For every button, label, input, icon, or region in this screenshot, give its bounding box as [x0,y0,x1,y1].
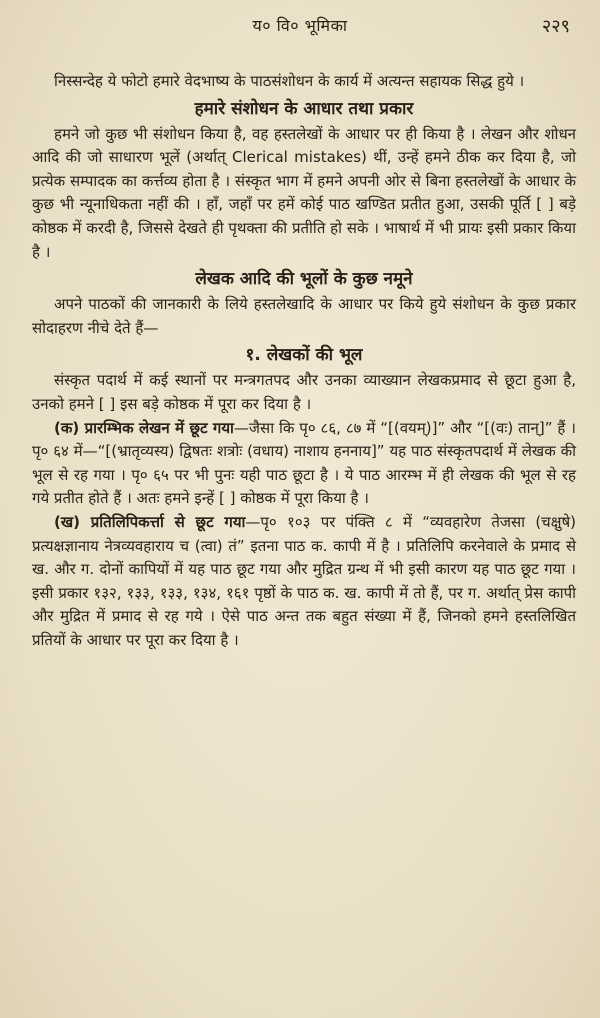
paragraph-6-lead: (ख) प्रतिलिपिकर्त्ता से छूट गया [54,512,246,531]
page-number: २२९ [541,16,570,37]
paragraph-5-lead: (क) प्रारम्भिक लेखन में छूट गया [54,418,234,437]
paragraph-5-text: —जैसा कि पृ० ८६, ८७ में “[(वयम्)]” और “[(वः) तान्]” हैं । पृ० ६४ में—“[(भ्रातृव्यस्य) द्विषतः शत्रोः (वधाय) नाशाय हननाय]” यह पाठ संस्कृतपदार्थ में लेखक की भूल से रह गया । पृ० ६५ पर भी पुनः यही पाठ छूटा है । ये पाठ आरम्भ में ही लेखक की भूल से रह गये प्रतीत होते हैं । अतः हमने इन्हें [ ] कोष्ठक में पूरा किया है । [32,418,576,508]
subheading-scribe-errors: १. लेखकों की भूल [245,345,363,366]
page-body [32,70,576,652]
paragraph-5 [32,417,576,511]
section-heading-error-samples: लेखक आदि की भूलों के कुछ नमूने [195,269,413,290]
section-heading-revision-basis: हमारे संशोधन के आधार तथा प्रकार [194,98,414,119]
running-title: य० वि० भूमिका [252,16,348,35]
running-header [30,14,570,44]
paragraph-1: निस्सन्देह ये फोटो हमारे वेदभाष्य के पाठसंशोधन के कार्य में अत्यन्त सहायक सिद्ध हुये । [54,72,525,90]
paragraph-3: अपने पाठकों की जानकारी के लिये हस्तलेखादि के आधार पर किये हुये संशोधन के कुछ प्रकार सोदाहरण नीचे देते हैं— [32,295,576,337]
paragraph-2: हमने जो कुछ भी संशोधन किया है, वह हस्तलेखों के आधार पर ही किया है । लेखन और शोधन आदि की जो साधारण भूलें (अर्थात् Clerical mistakes) थीं, उन्हें हमने ठीक कर दिया है, जो प्रत्येक सम्पादक का कर्त्तव्य होता है । संस्कृत भाग में हमने अपनी ओर से बिना हस्तलेखों के आधार के कुछ भी न्यूनाधिकता नहीं की । हाँ, जहाँ पर हमें कोई पाठ खण्डित प्रतीत हुआ, उसकी पूर्ति [ ] बड़े कोष्ठक में करदी है, जिससे देखते ही पृथक्ता की प्रतीति हो सके । भाषार्थ में भी प्रायः इसी प्रकार किया है । [32,124,576,261]
paragraph-6-text: —पृ० १०३ पर पंक्ति ८ में “व्यवहारेण तेजसा (चक्षुषे) प्रत्यक्षज्ञानाय नेत्रव्यवहाराय च (त्वा) तं” इतना पाठ क. कापी में है । प्रतिलिपि करनेवाले के प्रमाद से ख. और ग. दोनों कापियों में यह पाठ छूट गया और मुद्रित ग्रन्थ में भी इसी कारण यह पाठ छूट गया । इसी प्रकार १३२, १३३, १३३, १३४, १६१ पृष्ठों के पाठ क. ख. कापी में तो हैं, पर ग. अर्थात् प्रेस कापी और मुद्रित में प्रमाद से रह गये । ऐसे पाठ अन्त तक बहुत संख्या में हैं, जिनको हमने हस्तलिखित प्रतियों के आधार पर पूरा कर दिया है । [32,512,576,649]
paragraph-4: संस्कृत पदार्थ में कई स्थानों पर मन्त्रगतपद और उनका व्याख्यान लेखकप्रमाद से छूटा हुआ है, उनको हमने [ ] इस बड़े कोष्ठक में पूरा कर दिया है । [32,371,576,413]
paragraph-6 [32,511,576,653]
